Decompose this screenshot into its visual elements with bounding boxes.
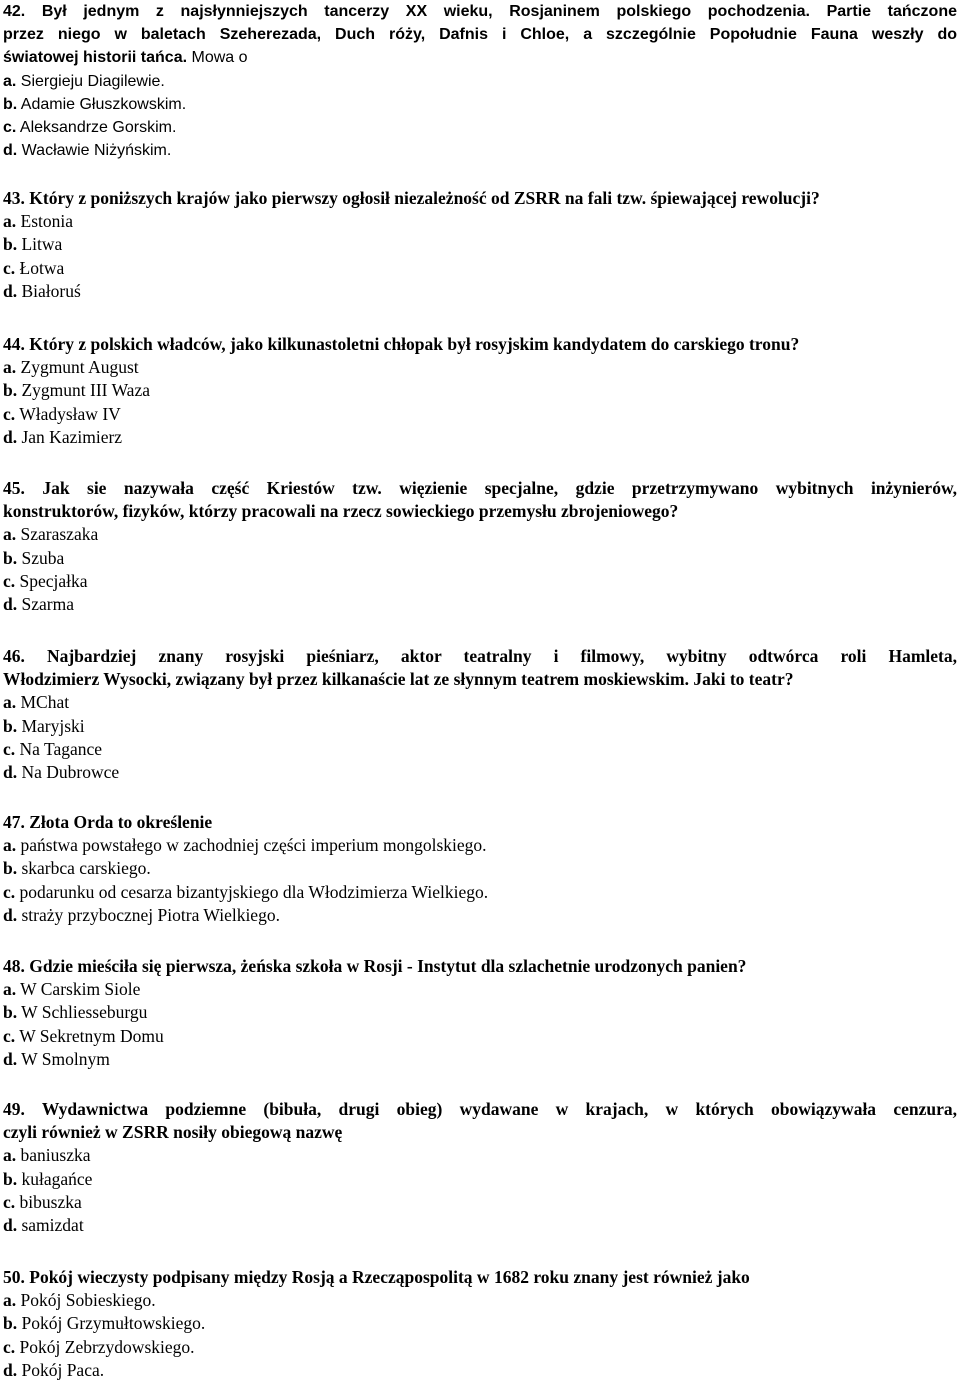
option-letter: b. bbox=[3, 547, 18, 568]
option-text: bibuszka bbox=[15, 1191, 82, 1212]
answer-option-d bbox=[3, 139, 957, 162]
question-stem-line: Włodzimierz Wysocki, związany był przez kilkanaście lat ze słynnym teatrem moskiewskim. Jaki to teatr? bbox=[3, 669, 794, 690]
answer-option-c bbox=[3, 1336, 957, 1359]
option-letter: c. bbox=[3, 118, 17, 136]
option-text: Wacławie Niżyńskim. bbox=[17, 142, 172, 160]
option-letter: d. bbox=[3, 142, 18, 160]
option-text: Adamie Głuszkowskim. bbox=[17, 95, 187, 113]
question-stem-line: przez niego w baletach Szeherezada, Duch róży, Dafnis i Chloe, a szczególnie Popołudnie Fauna weszły do bbox=[3, 26, 957, 44]
answer-option-a bbox=[3, 1289, 957, 1312]
question-49 bbox=[3, 1098, 957, 1237]
option-letter: a. bbox=[3, 835, 17, 856]
answer-option-c bbox=[3, 881, 957, 904]
answer-option-a bbox=[3, 978, 957, 1001]
option-text: Specjałka bbox=[15, 570, 88, 591]
option-text: Łotwa bbox=[15, 257, 65, 278]
question-stem-line: 45. Jak sie nazywała część Kriestów tzw. więzienie specjalne, gdzie przetrzymywano wybitnych inżynierów, bbox=[3, 478, 957, 498]
question-stem-line: 46. Najbardziej znany rosyjski pieśniarz, aktor teatralny i filmowy, wybitny odtwórca roli Hamleta, bbox=[3, 646, 957, 666]
question-stem-line bbox=[3, 46, 957, 69]
question-stem-line: 49. Wydawnictwa podziemne (bibuła, drugi obieg) wydawane w krajach, w których obowiązywała cenzura, bbox=[3, 1099, 957, 1119]
option-text: Władysław IV bbox=[15, 403, 121, 424]
question-43 bbox=[3, 187, 957, 303]
answer-option-b bbox=[3, 547, 957, 570]
option-letter: a. bbox=[3, 211, 17, 232]
question-stem: 48. Gdzie mieściła się pierwsza, żeńska szkoła w Rosji - Instytut dla szlachetnie urodzonych panien? bbox=[3, 956, 747, 976]
answer-option-d bbox=[3, 761, 957, 784]
option-letter: b. bbox=[3, 1313, 18, 1334]
answer-option-d bbox=[3, 1359, 957, 1382]
option-letter: a. bbox=[3, 524, 17, 545]
option-text: W Schliesseburgu bbox=[17, 1002, 148, 1023]
question-45 bbox=[3, 477, 957, 616]
option-letter: d. bbox=[3, 1214, 18, 1235]
option-text: Aleksandrze Gorskim. bbox=[16, 118, 177, 136]
answer-option-d bbox=[3, 1214, 957, 1237]
answer-option-c bbox=[3, 570, 957, 593]
option-letter: b. bbox=[3, 380, 18, 401]
option-letter: c. bbox=[3, 1336, 16, 1357]
option-letter: c. bbox=[3, 570, 16, 591]
option-letter: d. bbox=[3, 904, 18, 925]
option-letter: d. bbox=[3, 1359, 18, 1380]
answer-option-b bbox=[3, 1312, 957, 1335]
answer-option-b bbox=[3, 233, 957, 256]
option-text: W Smolnym bbox=[17, 1048, 110, 1069]
answer-option-b bbox=[3, 93, 957, 116]
option-letter: a. bbox=[3, 72, 17, 90]
answer-option-b bbox=[3, 1168, 957, 1191]
question-stem: 47. Złota Orda to określenie bbox=[3, 812, 213, 832]
answer-option-d bbox=[3, 1048, 957, 1071]
option-letter: d. bbox=[3, 280, 18, 301]
answer-option-a bbox=[3, 70, 957, 93]
option-text: Na Dubrowce bbox=[17, 761, 120, 782]
answer-option-c bbox=[3, 116, 957, 139]
option-text: Pokój Sobieskiego. bbox=[16, 1290, 156, 1311]
option-text: Zygmunt August bbox=[16, 357, 139, 378]
answer-option-b bbox=[3, 857, 957, 880]
option-text: baniuszka bbox=[16, 1145, 91, 1166]
answer-option-d bbox=[3, 280, 957, 303]
option-letter: a. bbox=[3, 692, 17, 713]
option-letter: b. bbox=[3, 715, 18, 736]
option-letter: b. bbox=[3, 234, 18, 255]
option-text: Na Tagance bbox=[15, 738, 103, 759]
answer-option-d bbox=[3, 426, 957, 449]
option-letter: b. bbox=[3, 858, 18, 879]
option-text: skarbca carskiego. bbox=[17, 858, 151, 879]
answer-option-d bbox=[3, 593, 957, 616]
option-letter: c. bbox=[3, 1191, 16, 1212]
option-text: Pokój Zebrzydowskiego. bbox=[15, 1336, 195, 1357]
option-letter: c. bbox=[3, 738, 16, 759]
question-stem: 50. Pokój wieczysty podpisany między Rosją a Rzecząpospolitą w 1682 roku znany jest również jako bbox=[3, 1267, 750, 1287]
option-letter: a. bbox=[3, 357, 17, 378]
answer-option-c bbox=[3, 403, 957, 426]
option-text: Pokój Grzymułtowskiego. bbox=[17, 1313, 206, 1334]
question-stem-line: konstruktorów, fizyków, którzy pracowali na rzecz sowieckiego przemysłu zbrojeniowego? bbox=[3, 501, 679, 522]
option-text: kułagańce bbox=[17, 1168, 93, 1189]
answer-option-a bbox=[3, 834, 957, 857]
option-text: MChat bbox=[16, 692, 70, 713]
answer-option-c bbox=[3, 257, 957, 280]
option-letter: b. bbox=[3, 1168, 18, 1189]
question-stem-line: czyli również w ZSRR nosiły obiegową nazwę bbox=[3, 1122, 343, 1143]
option-text: Pokój Paca. bbox=[17, 1359, 105, 1380]
option-text: W Sekretnym Domu bbox=[15, 1025, 164, 1046]
stem-tail-plain: Mowa o bbox=[187, 49, 248, 67]
option-text: Białoruś bbox=[17, 280, 81, 301]
option-text: Szarma bbox=[17, 593, 74, 614]
answer-option-c bbox=[3, 1191, 957, 1214]
option-text: Zygmunt III Waza bbox=[17, 380, 150, 401]
option-letter: c. bbox=[3, 881, 16, 902]
option-text: Siergieju Diagilewie. bbox=[16, 72, 165, 90]
answer-option-a bbox=[3, 356, 957, 379]
question-42 bbox=[3, 0, 957, 162]
option-letter: a. bbox=[3, 1145, 17, 1166]
option-letter: b. bbox=[3, 95, 18, 113]
option-text: podarunku od cesarza bizantyjskiego dla Włodzimierza Wielkiego. bbox=[15, 881, 489, 902]
option-text: Litwa bbox=[17, 234, 63, 255]
option-letter: d. bbox=[3, 593, 18, 614]
answer-option-a bbox=[3, 523, 957, 546]
question-stem-line: 42. Był jednym z najsłynniejszych tancerzy XX wieku, Rosjaninem polskiego pochodzenia. Partie tańczone bbox=[3, 3, 957, 20]
option-text: Estonia bbox=[16, 211, 73, 232]
option-letter: b. bbox=[3, 1002, 18, 1023]
question-stem: 43. Który z poniższych krajów jako pierwszy ogłosił niezależność od ZSRR na fali tzw. śpiewającej rewolucji? bbox=[3, 188, 820, 208]
option-text: Jan Kazimierz bbox=[17, 426, 123, 447]
option-letter: c. bbox=[3, 257, 16, 278]
question-44 bbox=[3, 333, 957, 449]
option-letter: d. bbox=[3, 1048, 18, 1069]
option-text: Szaraszaka bbox=[16, 524, 99, 545]
answer-option-a bbox=[3, 210, 957, 233]
question-46 bbox=[3, 645, 957, 784]
answer-option-b bbox=[3, 1001, 957, 1024]
question-stem: 44. Który z polskich władców, jako kilkunastoletni chłopak był rosyjskim kandydatem do carskiego tronu? bbox=[3, 334, 800, 354]
option-letter: d. bbox=[3, 426, 18, 447]
answer-option-c bbox=[3, 1025, 957, 1048]
stem-tail-bold: światowej historii tańca. bbox=[3, 49, 188, 67]
question-50 bbox=[3, 1266, 957, 1382]
option-text: Szuba bbox=[17, 547, 65, 568]
option-text: W Carskim Siole bbox=[16, 979, 141, 1000]
option-letter: a. bbox=[3, 1290, 17, 1311]
answer-option-a bbox=[3, 691, 957, 714]
option-text: straży przybocznej Piotra Wielkiego. bbox=[17, 904, 280, 925]
option-letter: c. bbox=[3, 403, 16, 424]
option-text: państwa powstałego w zachodniej części imperium mongolskiego. bbox=[16, 835, 487, 856]
option-letter: a. bbox=[3, 979, 17, 1000]
option-letter: c. bbox=[3, 1025, 16, 1046]
answer-option-b bbox=[3, 379, 957, 402]
answer-option-b bbox=[3, 715, 957, 738]
option-text: samizdat bbox=[17, 1214, 84, 1235]
option-text: Maryjski bbox=[17, 715, 85, 736]
answer-option-c bbox=[3, 738, 957, 761]
question-48 bbox=[3, 955, 957, 1071]
question-47 bbox=[3, 811, 957, 927]
option-letter: d. bbox=[3, 761, 18, 782]
answer-option-d bbox=[3, 904, 957, 927]
answer-option-a bbox=[3, 1144, 957, 1167]
